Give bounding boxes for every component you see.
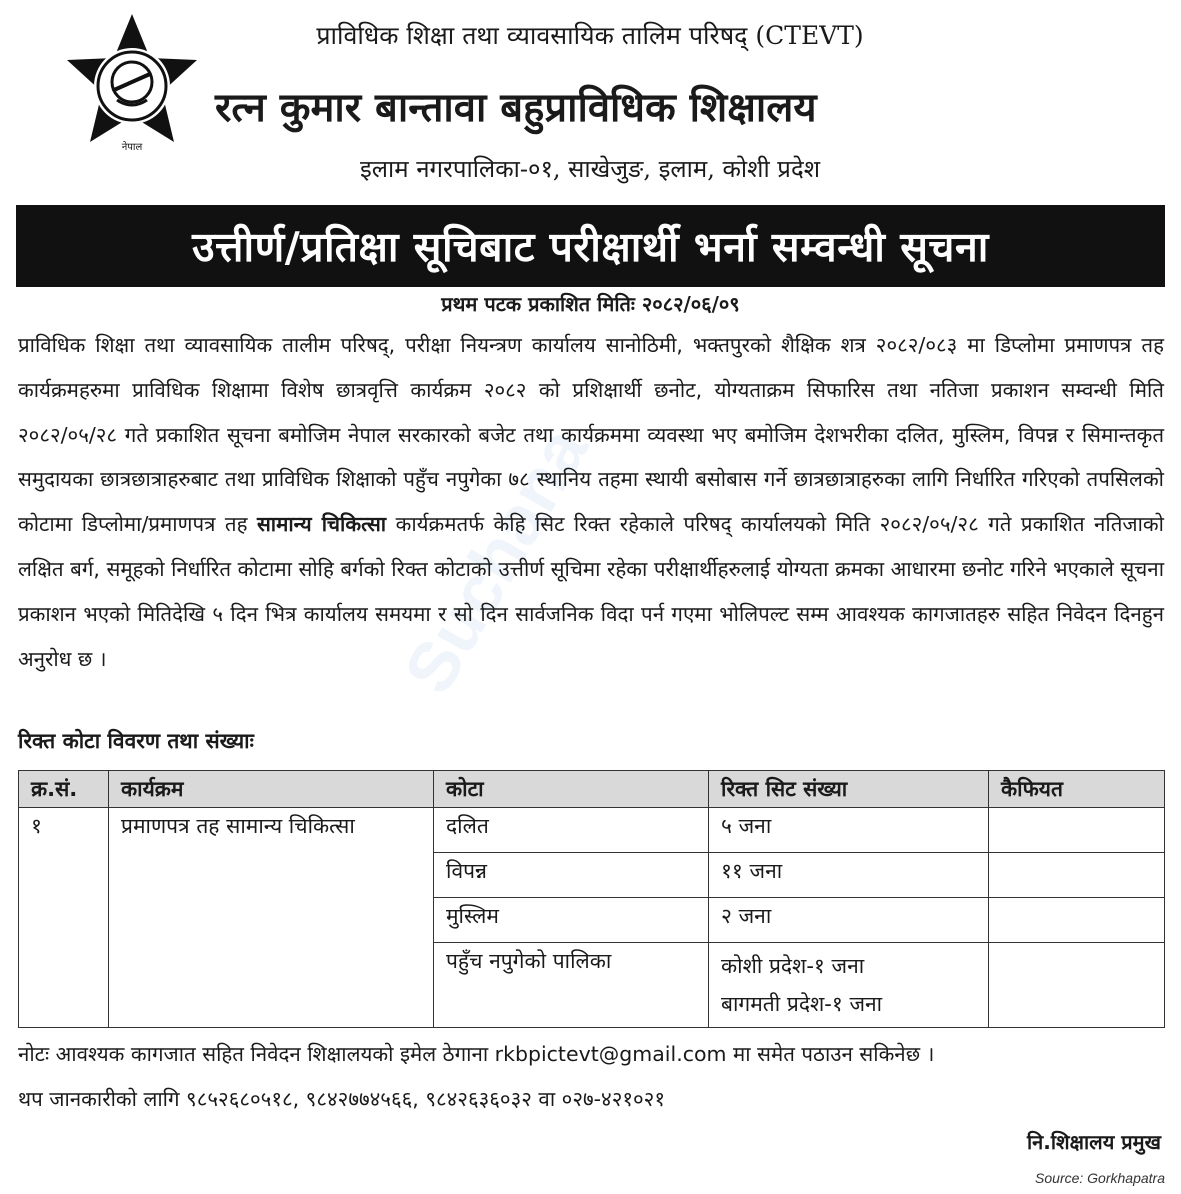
seats-line-2: बागमती प्रदेश-१ जना [721,992,883,1016]
contact-line: थप जानकारीको लागि ९८५२६८०५१८, ९८४२७७४५६६, ९८४२६३६०३२ वा ०२७-४२१०२१ [18,1087,665,1111]
notice-title-banner: उत्तीर्ण/प्रतिक्षा सूचिबाट परीक्षार्थी भर्ना सम्वन्धी सूचना [16,205,1165,287]
source-credit: Source: Gorkhapatra [1035,1170,1165,1186]
remarks-cell [989,853,1165,898]
logo-text: नेपाल [121,142,143,153]
header-serial: क्र.सं. [19,771,109,808]
program-cell: प्रमाणपत्र तह सामान्य चिकित्सा [109,808,434,1028]
header-program: कार्यक्रम [109,771,434,808]
council-name: प्राविधिक शिक्षा तथा व्यावसायिक तालिम परिषद् (CTEVT) [316,21,864,50]
seats-line-1: कोशी प्रदेश-१ जना [721,954,865,978]
seats-cell: ११ जना [709,853,989,898]
quota-heading: रिक्त कोटा विवरण तथा संख्याः [18,729,254,753]
remarks-cell [989,943,1165,1028]
quota-cell: विपन्न [434,853,709,898]
header-quota: कोटा [434,771,709,808]
college-name: रत्न कुमार बान्तावा बहुप्राविधिक शिक्षालय [215,84,817,131]
remarks-cell [989,898,1165,943]
seats-cell: ५ जना [709,808,989,853]
watermark: Suchana [389,414,603,706]
notice-body [18,323,1164,681]
seats-cell: २ जना [709,898,989,943]
body-part-1: प्राविधिक शिक्षा तथा व्यावसायिक तालीम परिषद्, परीक्षा नियन्त्रण कार्यालय सानोठिमी, भक्तपुरको शैक्षिक शत्र २०८२/०८३ मा डिप्लोमा प्रमाणपत्र तह कार्यक्रमहरुमा प्राविधिक शिक्षामा विशेष छात्रवृत्ति कार्यक्रम २०८२ को प्रशिक्षार्थी छनोट, योग्यताक्रम सिफारिस तथा नतिजा प्रकाशन सम्वन्धी मिति २०८२/०५/२८ गते प्रकाशित सूचना बमोजिम नेपाल सरकारको बजेट तथा कार्यक्रममा व्यवस्था भए बमोजिम देशभरीका दलित, मुस्लिम, विपन्न र सिमान्तकृत समुदायका छात्रछात्राहरुबाट तथा प्राविधिक शिक्षाको पहुँच नपुगेका ७८ स्थानिय तहमा स्थायी बसोबास गर्ने छात्रछात्राहरुका लागि निर्धारित गरिएको तपसिलको कोटामा डिप्लोमा/प्रमाणपत्र तह [18,333,1164,537]
body-part-2: कार्यक्रमतर्फ केहि सिट रिक्त रहेकाले परिषद् कार्यालयको मिति २०८२/०५/२८ गते प्रकाशित नतिजाको लक्षित बर्ग, समूहको निर्धारित कोटामा सोहि बर्गको रिक्त कोटाको उत्तीर्ण सूचिमा रहेका परीक्षार्थीहरुलाई योग्यता क्रमका आधारमा छनोट गरिने भएकाले सूचना प्रकाशन भएको मितिदेखि ५ दिन भित्र कार्यालय समयमा र सो दिन सार्वजनिक विदा पर्न गएमा भोलिपल्ट सम्म आवश्यक कागजातहरु सहित निवेदन दिनहुन अनुरोध छ । [18,512,1164,671]
remarks-cell [989,808,1165,853]
header-remarks: कैफियत [989,771,1165,808]
quota-table [18,770,1165,1028]
quota-cell: दलित [434,808,709,853]
serial-cell: १ [19,808,109,1028]
signatory: नि.शिक्षालय प्रमुख [1026,1130,1161,1154]
note-line: नोटः आवश्यक कागजात सहित निवेदन शिक्षालयको इमेल ठेगाना rkbpictevt@gmail.com मा समेत पठाउन सकिनेछ । [18,1042,935,1066]
publish-date: प्रथम पटक प्रकाशित मितिः २०८२/०६/०९ [441,292,740,316]
header-seats: रिक्त सिट संख्या [709,771,989,808]
seats-cell [709,943,989,1028]
body-program-bold: सामान्य चिकित्सा [256,512,387,537]
quota-cell: मुस्लिम [434,898,709,943]
quota-cell: पहुँच नपुगेको पालिका [434,943,709,1028]
table-header-row [19,771,1165,808]
table-row [19,808,1165,853]
college-address: इलाम नगरपालिका-०१, साखेजुङ, इलाम, कोशी प्रदेश [359,155,821,183]
ctevt-logo [62,10,202,160]
